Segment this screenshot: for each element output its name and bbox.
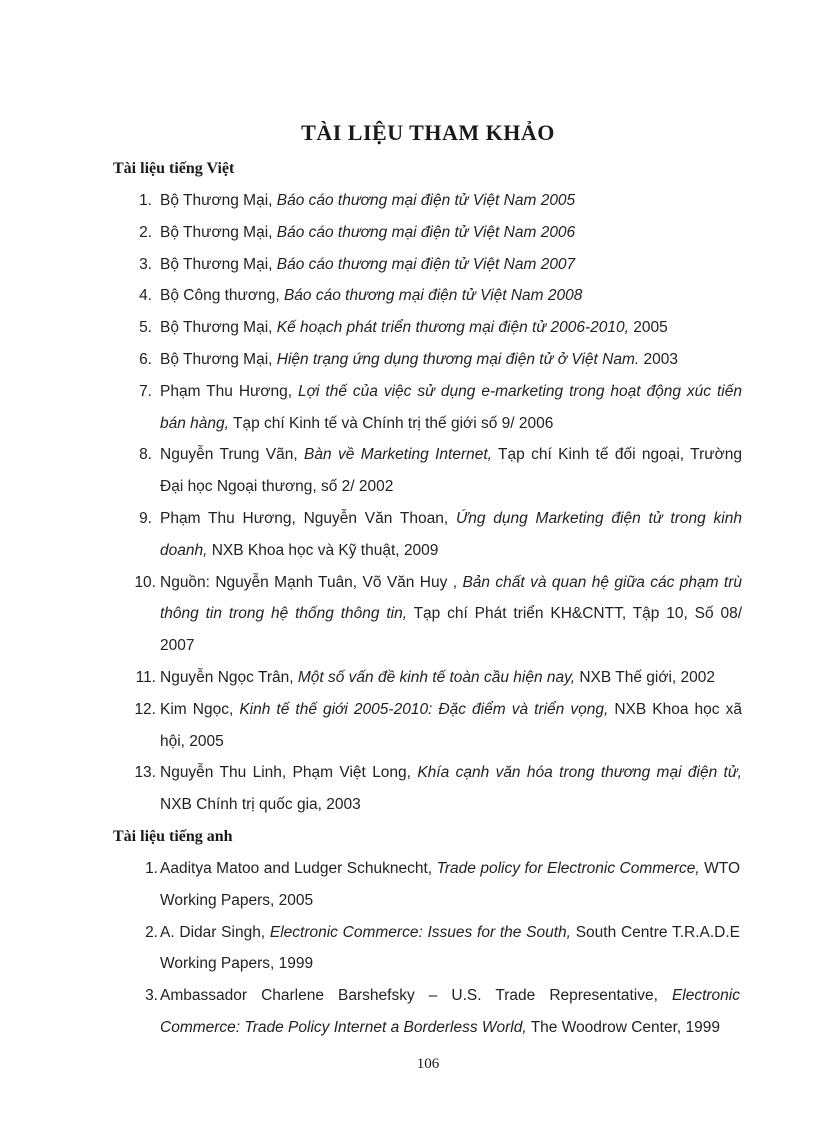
reference-item [0, 376, 816, 440]
reference-authors: Ambassador Charlene Barshefsky – U.S. Trade Representative, [160, 987, 672, 1005]
vietnamese-reference-list [0, 185, 816, 821]
reference-authors: Nguồn: Nguyễn Mạnh Tuân, Võ Văn Huy , [160, 573, 463, 591]
reference-title: Trade policy for Electronic Commerce, [436, 860, 700, 877]
reference-item [0, 280, 816, 312]
reference-title: Báo cáo thương mại điện tử Việt Nam 2005 [276, 192, 576, 209]
reference-source: The Woodrow Center, 1999 [526, 1018, 720, 1036]
reference-number: 9. [139, 509, 152, 527]
reference-title: Hiện trạng ứng dụng thương mại điện tử ở Việt Nam. [276, 350, 640, 368]
reference-title: Electronic Commerce: Issues for the South, [269, 923, 571, 941]
reference-authors: Nguyễn Trung Vãn, [160, 446, 305, 464]
reference-item [0, 980, 816, 1044]
reference-source: South Centre T.R.A.D.E Working Papers, 1999 [160, 923, 740, 973]
reference-number: 3. [139, 255, 152, 273]
reference-authors: Bộ Thương Mại, [160, 192, 277, 209]
page-title: TÀI LIỆU THAM KHẢO [301, 120, 555, 145]
reference-title: Báo cáo thương mại điện tử Việt Nam 2007 [276, 255, 576, 273]
reference-item [0, 312, 816, 344]
reference-item [0, 917, 816, 981]
page-number: 106 [416, 1056, 440, 1072]
reference-number: 7. [139, 382, 152, 400]
reference-item [0, 344, 816, 376]
reference-item [0, 185, 816, 217]
reference-authors: A. Didar Singh, [160, 923, 270, 941]
reference-title: Ứng dụng Marketing điện tử trong kinh doanh, [160, 509, 742, 559]
reference-source: NXB Khoa học xã hội, 2005 [160, 700, 742, 750]
reference-source: 2005 [628, 319, 668, 337]
reference-authors: Bộ Thương Mại, [160, 223, 277, 241]
reference-number: 3. [145, 987, 158, 1005]
reference-item [0, 694, 816, 758]
reference-title: Kế hoạch phát triển thương mại điện tử 2006-2010, [276, 319, 629, 337]
reference-source: NXB Khoa học và Kỹ thuật, 2009 [207, 541, 439, 559]
reference-title: Báo cáo thương mại điện tử Việt Nam 2008 [283, 287, 583, 305]
reference-authors: Bộ Công thương, [160, 287, 284, 305]
reference-item [0, 567, 816, 662]
reference-title: Kinh tế thế giới 2005-2010: Đặc điểm và triển vọng, [239, 700, 609, 718]
reference-item [0, 662, 816, 694]
reference-authors: Nguyễn Ngọc Trân, [160, 668, 298, 686]
reference-item [0, 853, 816, 917]
reference-authors: Kim Ngọc, [160, 700, 240, 718]
reference-title: Bản chất và quan hệ giữa các phạm trù thông tin trong hệ thống thông tin, [160, 573, 742, 623]
reference-source: 2003 [639, 350, 678, 368]
reference-number: 10. [134, 573, 156, 591]
reference-item [0, 757, 816, 821]
reference-number: 1. [139, 192, 152, 209]
reference-source: WTO Working Papers, 2005 [160, 860, 740, 909]
reference-source: Tạp chí Kinh tế và Chính trị thế giới số 9/ 2006 [228, 414, 554, 432]
reference-authors: Bộ Thương Mại, [160, 255, 277, 273]
reference-number: 12. [134, 700, 156, 718]
english-reference-list [0, 853, 816, 1044]
reference-item [0, 503, 816, 567]
reference-item [0, 439, 816, 503]
reference-source: Tạp chí Kinh tế đối ngoại, Trường Đại học Ngoại thương, số 2/ 2002 [160, 446, 743, 496]
reference-authors: Bộ Thương Mại, [160, 319, 277, 337]
reference-title: Electronic Commerce: Trade Policy Internet a Borderless World, [160, 987, 740, 1036]
reference-number: 2. [145, 923, 158, 941]
reference-source: NXB Chính trị quốc gia, 2003 [160, 796, 361, 814]
reference-title: Một số vấn đề kinh tế toàn cầu hiện nay, [297, 668, 576, 686]
section-heading-english: Tài liệu tiếng anh [113, 828, 233, 845]
reference-authors: Phạm Thu Hương, [160, 382, 299, 400]
reference-title: Bàn về Marketing Internet, [304, 446, 492, 464]
reference-authors: Aaditya Matoo and Ludger Schuknecht, [160, 860, 437, 877]
reference-item [0, 249, 816, 281]
reference-title: Báo cáo thương mại điện tử Việt Nam 2006 [276, 223, 576, 241]
reference-authors: Nguyễn Thu Linh, Phạm Việt Long, [160, 764, 418, 782]
reference-source: Tạp chí Phát triển KH&CNTT, Tập 10, Số 08/ 2007 [160, 605, 742, 655]
reference-number: 13. [134, 764, 156, 782]
reference-number: 1. [145, 860, 158, 877]
reference-source: NXB Thế giới, 2002 [575, 668, 716, 686]
reference-authors: Phạm Thu Hương, Nguyễn Văn Thoan, [160, 509, 456, 527]
reference-number: 11. [135, 668, 156, 686]
reference-number: 5. [139, 319, 152, 337]
section-heading-vietnamese: Tài liệu tiếng Việt [113, 160, 235, 177]
reference-number: 6. [139, 350, 152, 368]
reference-title: Lợi thế của việc sử dụng e-marketing trong hoạt động xúc tiến bán hàng, [160, 382, 742, 432]
reference-number: 2. [139, 223, 152, 241]
reference-authors: Bộ Thương Mại, [160, 350, 277, 368]
reference-number: 4. [139, 287, 152, 305]
reference-item [0, 217, 816, 249]
reference-title: Khía cạnh văn hóa trong thương mại điện tử, [417, 764, 742, 782]
reference-number: 8. [139, 446, 152, 464]
